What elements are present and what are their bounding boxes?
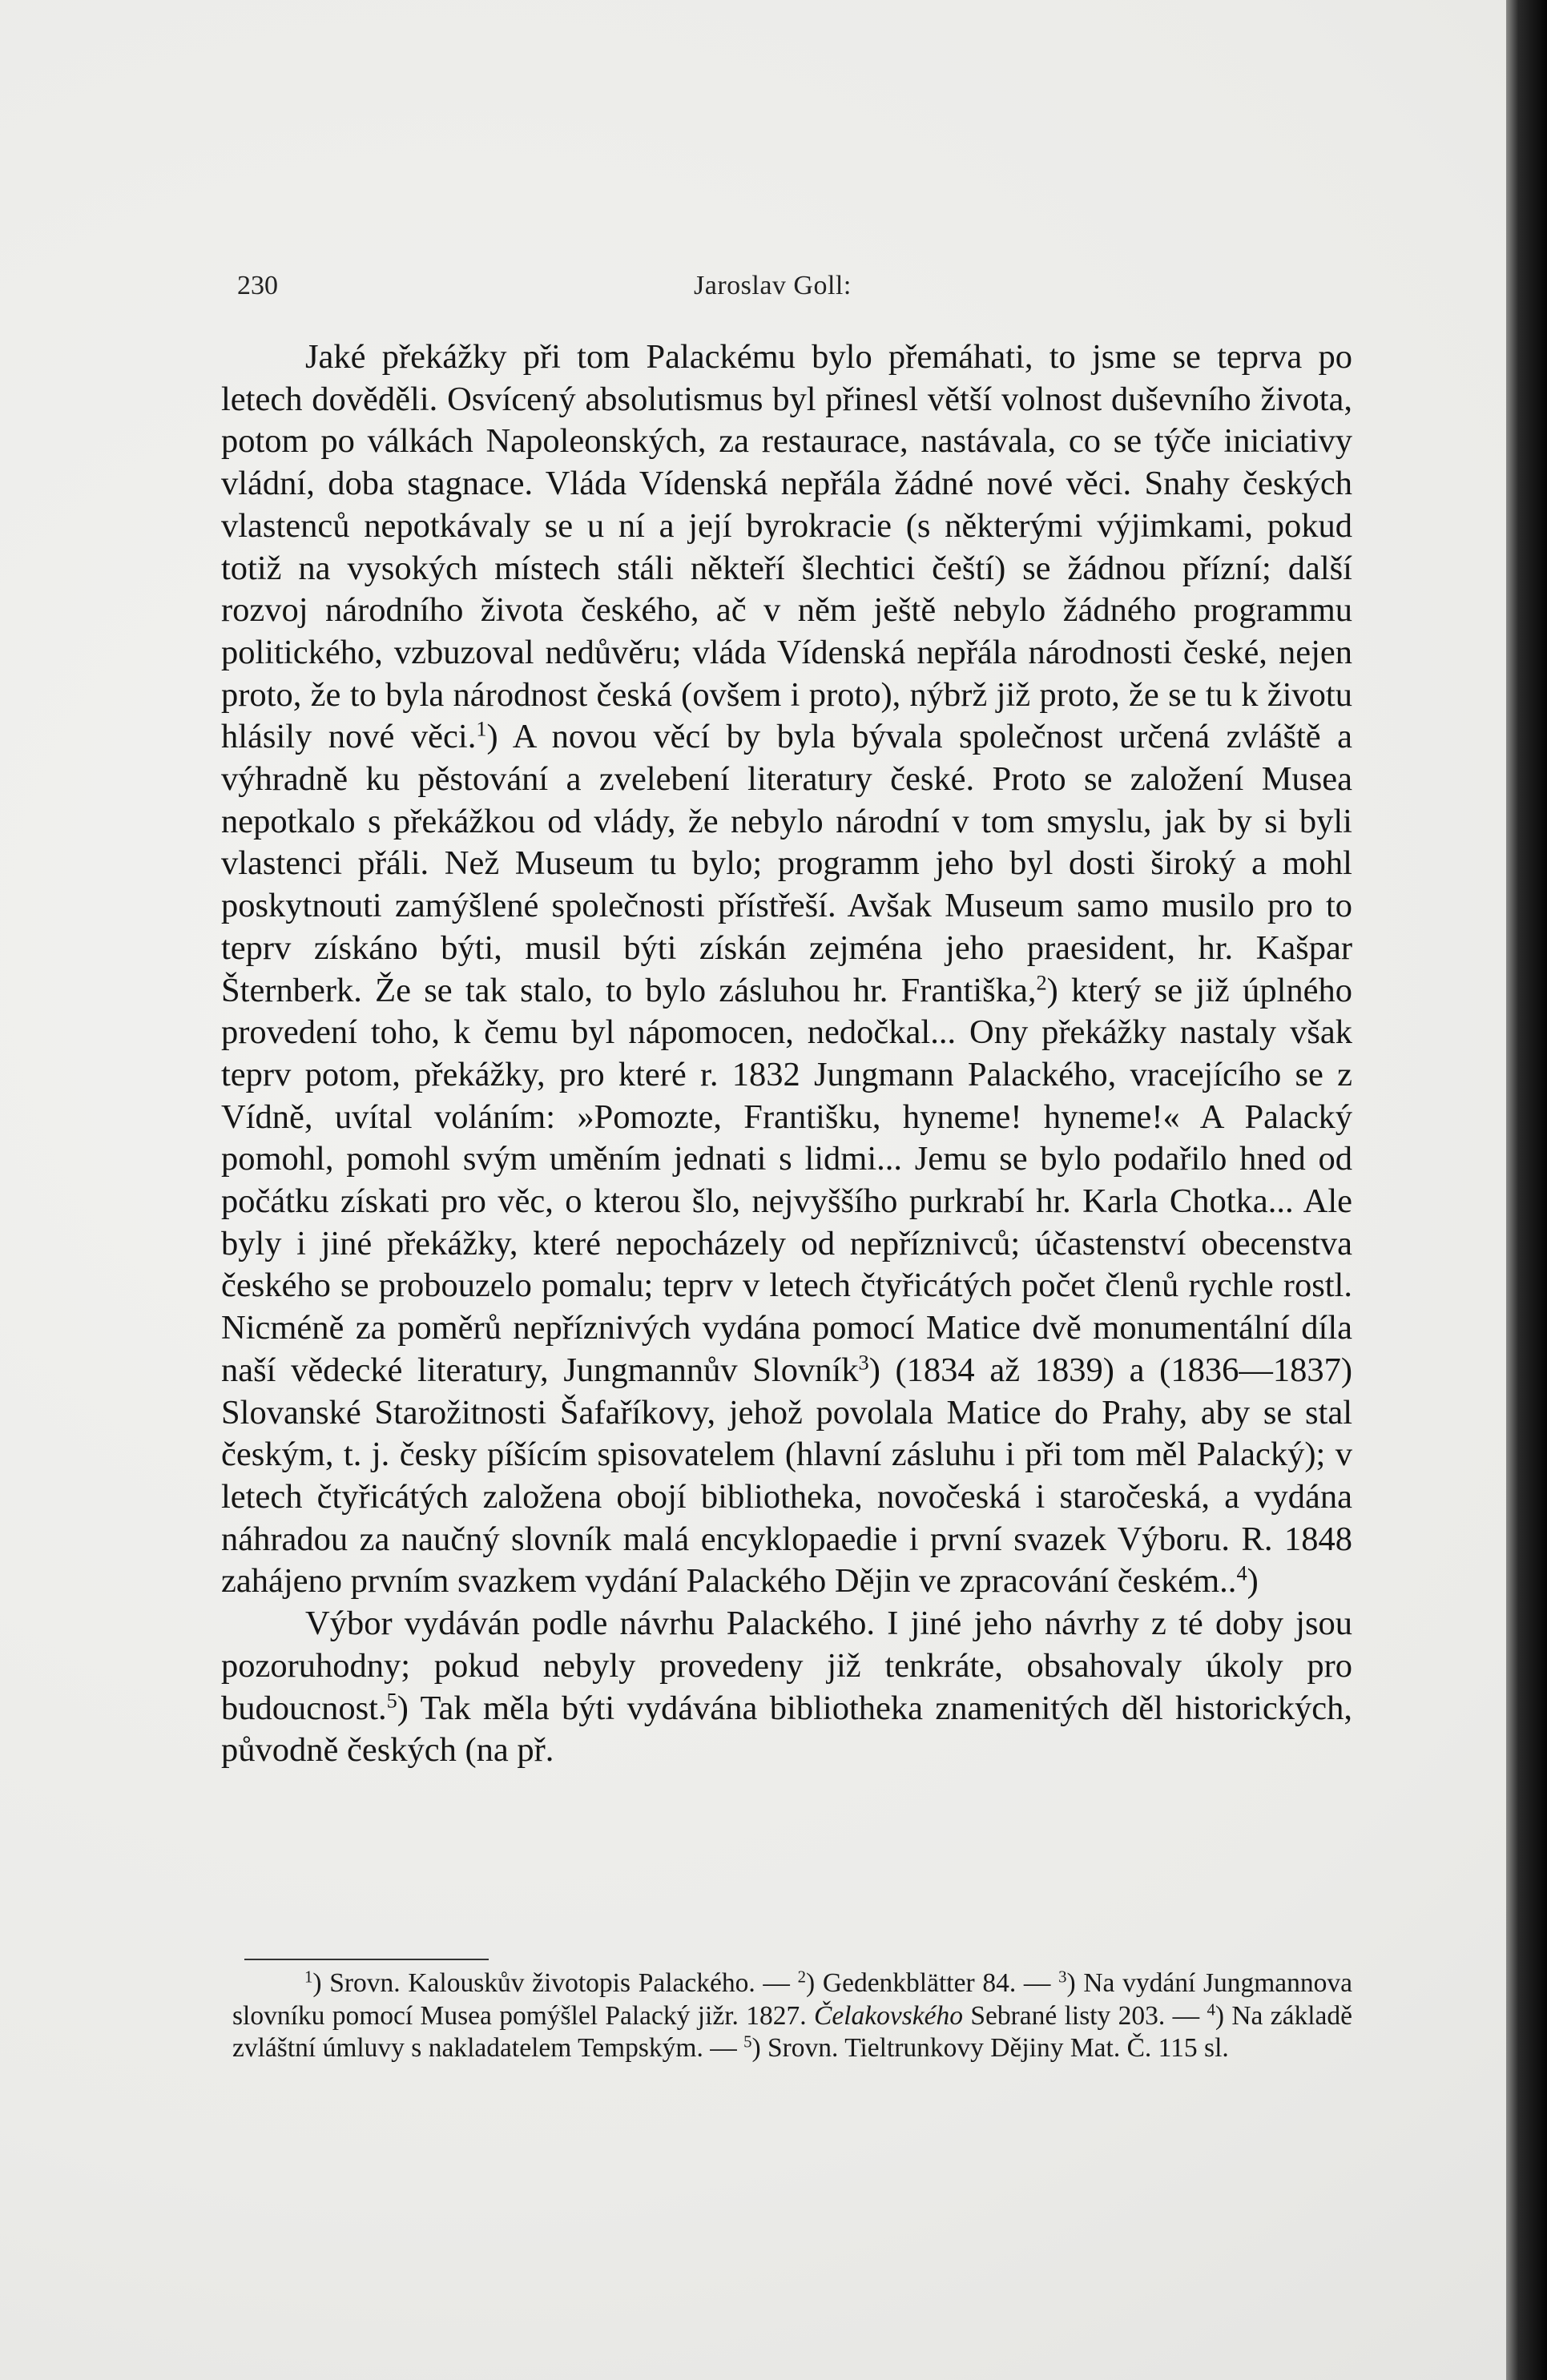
paragraph-1-text-d: ) (1834 až 1839) a (1836—1837) Slovanské Starožitnosti Šafaříkovy, jehož povolala Matice do Prahy, aby se stal českým, t. j. česky píšícím spisovatelem (hlavní zásluhu i při tom měl Palacký); v letech čtyřicátých založena obojí bibliotheka, novočeská i staročeská, a vydána náhradou za naučný slovník malá encyklopaedie i první svazek Výboru. R. 1848 zahájeno prvním svazkem vydání Palackého Dějin ve zpracování českém.. (221, 1351, 1352, 1601)
paragraph-1-text-b: ) A novou věcí by byla bývala společnost určená zvláště a výhradně ku pěstování a zvelebení literatury české. Proto se založení Musea nepotkalo s překážkou od vlády, že nebylo národní v tom smyslu, jak by si byli vlastenci přáli. Než Museum tu bylo; programm jeho byl dosti široký a mohl poskytnouti zamýšlené společnosti přístřeší. Avšak Museum samo musilo pro to teprv získáno býti, musil býti získán zejména jeho praesident, hr. Kašpar Šternberk. Že se tak stalo, to bylo zásluhou hr. Františka, (221, 718, 1353, 1009)
footnote-3-rest: Sebrané listy 203. — (970, 2000, 1200, 2031)
footnote-1-text: ) Srovn. Kalouskův životopis Palackého. — (312, 1968, 790, 1998)
footnote-1-mark: 1 (304, 1967, 313, 1987)
paragraph-2-text-a: Výbor vydáván podle návrhu Palackého. I jiné jeho návrhy z té doby jsou pozoruhodny; pokud nebyly provedeny již tenkráte, obsahovaly úkoly pro budoucnost. (221, 1605, 1352, 1727)
footnote-4-mark: 4 (1207, 2000, 1215, 2020)
footnote-ref-1: 1 (476, 717, 487, 741)
footnote-ref-3: 3 (858, 1351, 869, 1375)
footnote-4-text: ) Na základě zvláštní úmluvy s nakladatelem Tempským. — (232, 2000, 1352, 2063)
footnote-ref-4: 4 (1236, 1561, 1247, 1585)
footnotes (232, 1967, 1352, 2065)
footnote-2-mark: 2 (797, 1967, 807, 1987)
footnote-ref-5: 5 (386, 1689, 397, 1713)
footnote-3-author: Čelakovského (813, 2000, 964, 2031)
body-text (221, 336, 1352, 1772)
footnote-3-text: ) Na vydání Jungmannova slovníku pomocí Musea pomýšlel Palacký jižr. 1827. (232, 1968, 1353, 2031)
footnote-2-text: ) Gedenkblätter 84. — (806, 1968, 1051, 1998)
paragraph-2 (221, 1603, 1352, 1772)
footnote-3-mark: 3 (1058, 1967, 1067, 1987)
paragraph-2-text-b: ) Tak měla býti vydávána bibliotheka znamenitých děl historických, původně českých (na př. (221, 1689, 1352, 1770)
footnote-5-text: ) Srovn. Tieltrunkovy Dějiny Mat. Č. 115 sl. (751, 2033, 1229, 2063)
footnote-ref-2: 2 (1036, 971, 1047, 995)
page-number: 230 (237, 271, 278, 300)
paragraph-1 (221, 336, 1352, 1603)
scan-edge (1506, 0, 1547, 2380)
footnote-divider (244, 1959, 489, 1960)
footnote-block (232, 1967, 1352, 2065)
paragraph-1-text-c: ) který se již úplného provedení toho, k čemu byl nápomocen, nedočkal... Ony překážky nastaly však teprv potom, překážky, pro které r. 1832 Jungmann Palackého, vracejícího se z Vídně, uvítal voláním: »Pomozte, Františku, hyneme! hyneme!« A Palacký pomohl, pomohl svým uměním jednati s lidmi... Jemu se bylo podařilo hned od počátku získati pro věc, o kterou šlo, nejvyššího purkrabí hr. Karla Chotka... Ale byly i jiné překážky, které nepocházely od nepříznivců; účastenství obecenstva českého se probouzelo pomalu; teprv v letech čtyřicátých počet členů rychle rostl. Nicméně za poměrů nepříznivých vydána pomocí Matice dvě monumentální díla naší vědecké literatury, Jungmannův Slovník (221, 971, 1352, 1389)
paragraph-1-text-a: Jaké překážky při tom Palackému bylo přemáhati, to jsme se teprva po letech dověděli. Osvícený absolutismus byl přinesl větší volnost duševního života, potom po válkách Napoleonských, za restaurace, nastávala, co se týče iniciativy vládní, doba stagnace. Vláda Vídenská nepřála žádné nové věci. Snahy českých vlastenců nepotkávaly se u ní a její byrokracie (s některými výjimkami, pokud totiž na vysokých místech stáli někteří šlechtici čeští) se žádnou přízní; další rozvoj národního života českého, ač v něm ještě nebylo žádného programmu politického, vzbuzoval nedůvěru; vláda Vídenská nepřála národnosti české, nejen proto, že to byla národnost česká (ovšem i proto), nýbrž již proto, že se tu k životu hlásily nové věci. (221, 338, 1352, 756)
footnote-5-mark: 5 (743, 2032, 752, 2052)
paragraph-1-text-e: ) (1247, 1562, 1259, 1601)
running-head: Jaroslav Goll: (694, 271, 852, 300)
page-header (237, 263, 1343, 311)
